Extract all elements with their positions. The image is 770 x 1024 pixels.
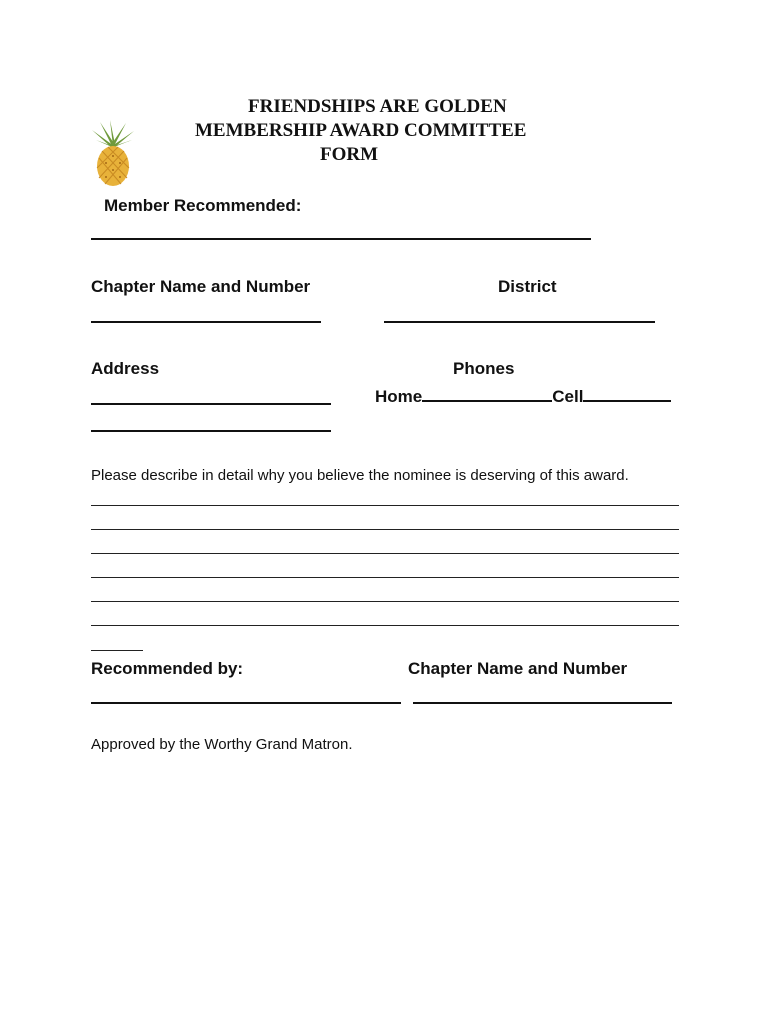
chapter-name-number-label: Chapter Name and Number xyxy=(91,277,311,296)
home-label: Home xyxy=(375,387,423,406)
description-line-7[interactable] xyxy=(91,650,143,651)
recommender-chapter-field[interactable] xyxy=(413,702,672,704)
description-line-2[interactable] xyxy=(91,529,679,530)
approval-note: Approved by the Worthy Grand Matron. xyxy=(91,736,353,753)
description-line-1[interactable] xyxy=(91,505,679,506)
address-label: Address xyxy=(91,359,160,378)
description-line-6[interactable] xyxy=(91,625,679,626)
description-line-4[interactable] xyxy=(91,577,679,578)
member-recommended-label: Member Recommended: xyxy=(104,196,302,215)
phones-label: Phones xyxy=(453,359,515,378)
district-field[interactable] xyxy=(384,321,655,323)
recommended-by-label: Recommended by: xyxy=(91,659,244,678)
member-recommended-field[interactable] xyxy=(91,238,591,240)
form-title-line-3: FORM xyxy=(320,144,379,165)
address-field-line-1[interactable] xyxy=(91,403,331,405)
form-title-line-2: MEMBERSHIP AWARD COMMITTEE xyxy=(195,120,527,141)
form-title-line-1: FRIENDSHIPS ARE GOLDEN xyxy=(248,96,507,117)
cell-phone-field[interactable] xyxy=(583,386,671,402)
recommended-by-field[interactable] xyxy=(91,702,401,704)
district-label: District xyxy=(498,277,557,296)
recommender-chapter-label: Chapter Name and Number xyxy=(408,659,628,678)
description-line-3[interactable] xyxy=(91,553,679,554)
cell-label: Cell xyxy=(552,387,584,406)
description-line-5[interactable] xyxy=(91,601,679,602)
home-phone-field[interactable] xyxy=(422,386,552,402)
pineapple-icon xyxy=(88,116,138,188)
address-field-line-2[interactable] xyxy=(91,430,331,432)
chapter-name-number-field[interactable] xyxy=(91,321,321,323)
describe-prompt: Please describe in detail why you believe the nominee is deserving of this award. xyxy=(91,467,629,484)
phone-row xyxy=(375,386,671,408)
